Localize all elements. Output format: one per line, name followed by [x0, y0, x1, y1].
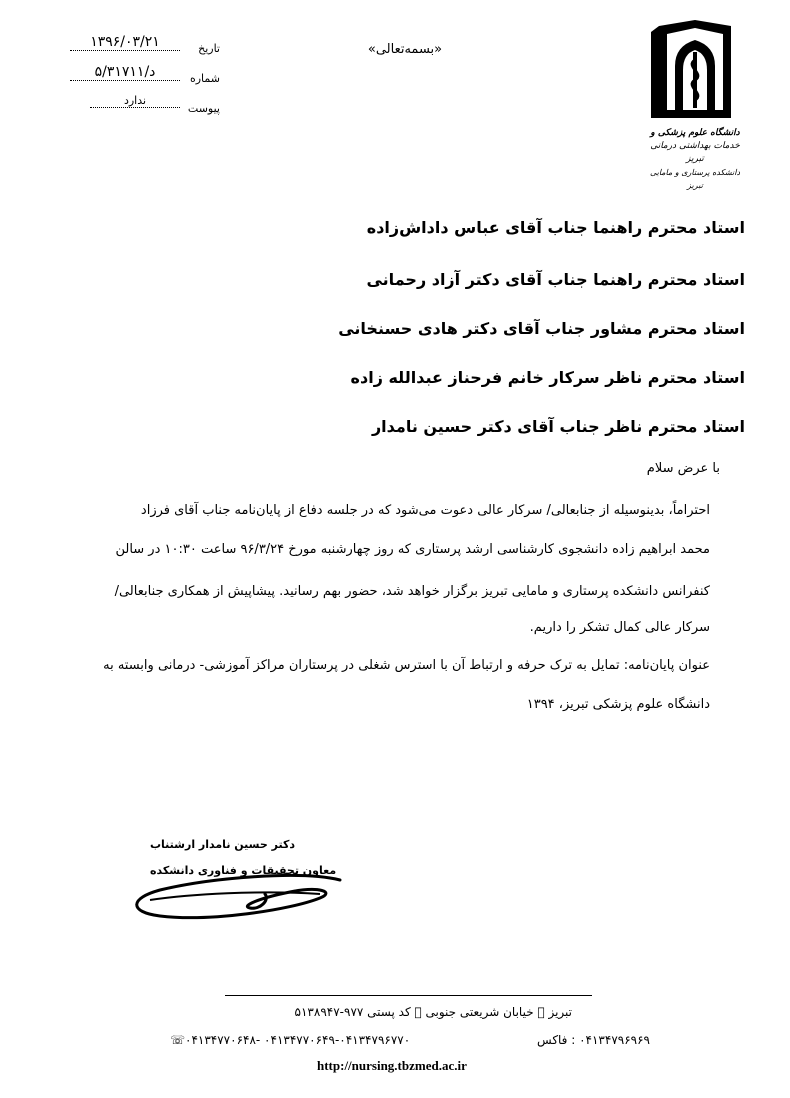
- addressee-1: استاد محترم راهنما جناب آقای عباس داداش‌زاده: [366, 218, 745, 237]
- bismillah-heading: «بسمه‌تعالی»: [367, 42, 443, 57]
- number-label: شماره: [189, 72, 220, 85]
- footer-address: تبریز ⃞ خیابان شریعتی جنوبی ⃞ کد پستی ۹۷۷-۵۱۳۸۹۴۷: [294, 1005, 572, 1019]
- logo-line-2: خدمات بهداشتی درمانی تبریز: [650, 141, 740, 164]
- greeting: با عرض سلام: [646, 461, 720, 476]
- addressee-2: استاد محترم راهنما جناب آقای دکتر آزاد رحمانی: [366, 270, 745, 289]
- university-logo: [645, 18, 745, 190]
- number-value: ۵/د/۳۱۷۱۱: [70, 64, 180, 81]
- reference-block: [70, 30, 220, 120]
- body-line-2: محمد ابراهیم زاده دانشجوی کارشناسی ارشد پرستاری که روز چهارشنبه مورخ ۹۶/۳/۲۴ ساعت ۱۰:۳۰ در سالن: [115, 542, 710, 557]
- footer-fax: ۰۴۱۳۴۷۹۶۹۶۹ : فاکس: [537, 1033, 650, 1047]
- attachment-value: ندارد: [90, 94, 180, 108]
- signatory-name: دکتر حسین نامدار ارشتناب: [150, 838, 295, 851]
- body-line-1: احتراماً، بدینوسیله از جنابعالی/ سرکار عالی دعوت می‌شود که در جلسه دفاع از پایان‌نامه جناب آقای فرزاد: [140, 503, 710, 518]
- attachment-label: پیوست: [187, 102, 220, 115]
- university-emblem-icon: [645, 18, 745, 123]
- handwritten-signature: [120, 850, 360, 930]
- body-line-4: سرکار عالی کمال تشکر را داریم.: [529, 620, 710, 635]
- signatory-title: معاون تحقیقات و فناوری دانشکده: [150, 864, 337, 877]
- date-value: ۱۳۹۶/۰۳/۲۱: [70, 34, 180, 51]
- logo-line-1: دانشگاه علوم پزشکی و: [650, 128, 740, 138]
- footer-website-link[interactable]: http://nursing.tbzmed.ac.ir: [317, 1058, 467, 1073]
- body-line-5: عنوان پایان‌نامه: تمایل به ترک حرفه و ارتباط آن با استرس شغلی در پرستاران مراکز آموزشی- درمانی وابسته به: [103, 658, 710, 673]
- footer-phones: ☏۰۴۱۳۴۷۷۰۶۴۸- ۰۴۱۳۴۷۷۰۶۴۹-۰۴۱۳۴۷۹۶۷۷۰: [170, 1033, 411, 1047]
- logo-line-3: دانشکده پرستاری و مامایی تبریز: [649, 168, 741, 190]
- addressee-5: استاد محترم ناظر جناب آقای دکتر حسین نامدار: [371, 417, 745, 436]
- addressee-3: استاد محترم مشاور جناب آقای دکتر هادی حسنخانی: [338, 319, 745, 338]
- footer-divider: [225, 995, 592, 996]
- body-line-3: کنفرانس دانشکده پرستاری و مامایی تبریز برگزار خواهد شد، حضور بهم رسانید. پیشاپیش از همکاری جنابعالی/: [114, 584, 710, 599]
- date-label: تاریخ: [198, 42, 220, 55]
- addressee-4: استاد محترم ناظر سرکار خانم فرحناز عبدالله زاده: [350, 368, 745, 387]
- body-line-6: دانشگاه علوم پزشکی تبریز، ۱۳۹۴: [526, 697, 710, 712]
